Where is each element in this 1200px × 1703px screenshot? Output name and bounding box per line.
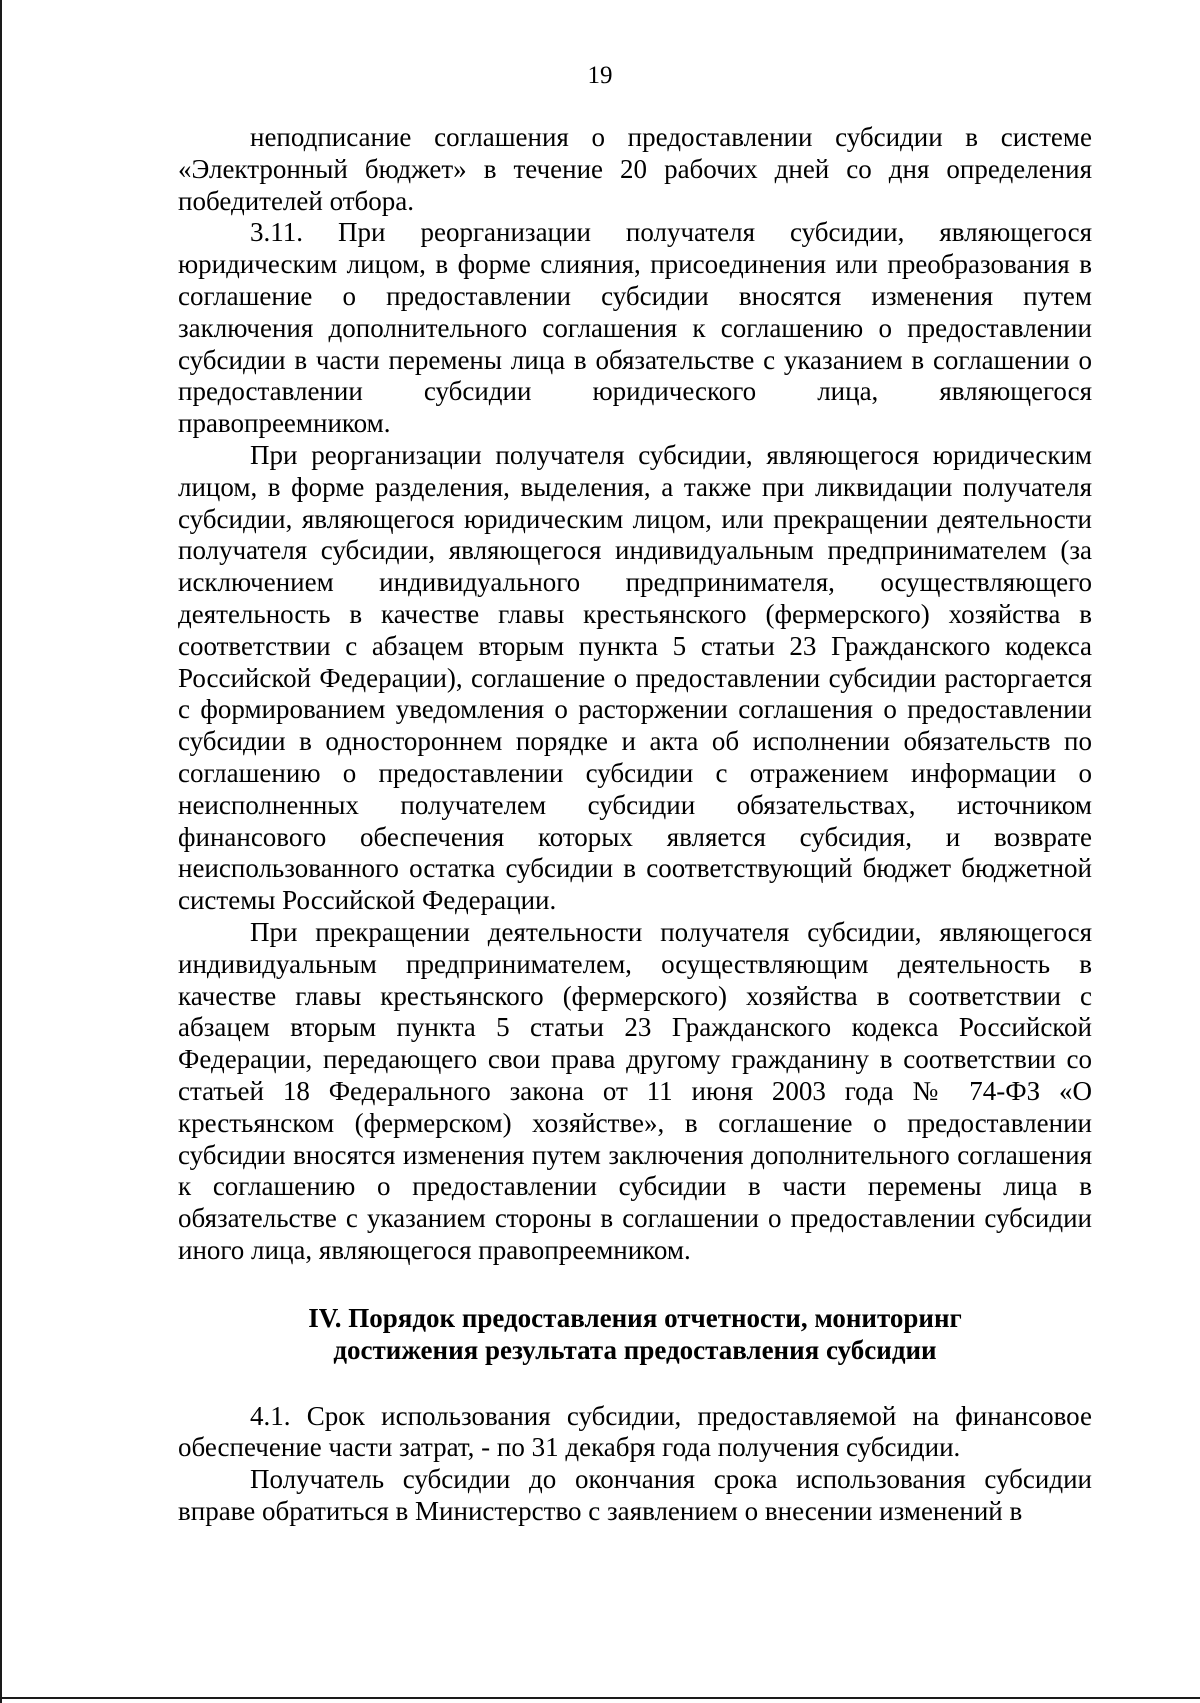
- paragraph: При реорганизации получателя субсидии, являющегося юридическим лицом, в форме разделения, выделения, а также при ликвидации получателя субсидии, являющегося юридическим лицом, или прекращении деятельности получателя субсидии, являющегося индивидуальным предпринимателем (за исключением индивидуального предпринимателя, осуществляющего деятельность в качестве главы крестьянского (фермерского) хозяйства в соответствии с абзацем вторым пункта 5 статьи 23 Гражданского кодекса Российской Федерации), соглашение о предоставлении субсидии расторгается с формированием уведомления о расторжении соглашения о предоставлении субсидии в одностороннем порядке и акта об исполнении обязательств по соглашению о предоставлении субсидии с отражением информации о неисполненных получателем субсидии обязательствах, источником финансового обеспечения которых является субсидия, и возврате неиспользованного остатка субсидии в соответствующий бюджет бюджетной системы Российской Федерации.: [178, 439, 1092, 916]
- paragraph: 4.1. Срок использования субсидии, предоставляемой на финансовое обеспечение части затрат, - по 31 декабря года получения субсидии.: [178, 1400, 1092, 1463]
- document-body: [178, 122, 1092, 1528]
- paragraph: 3.11. При реорганизации получателя субсидии, являющегося юридическим лицом, в форме слияния, присоединения или преобразования в соглашение о предоставлении субсидии вносятся изменения путем заключения дополнительного соглашения к соглашению о предоставлении субсидии в части перемены лица в обязательстве с указанием в соглашении о предоставлении субсидии юридического лица, являющегося правопреемником.: [178, 217, 1092, 439]
- page-number: 19: [587, 62, 613, 89]
- scan-edge-left: [0, 0, 2, 1703]
- paragraph: неподписание соглашения о предоставлении субсидии в системе «Электронный бюджет» в течение 20 рабочих дней со дня определения победителей отбора.: [178, 122, 1092, 216]
- paragraph: При прекращении деятельности получателя субсидии, являющегося индивидуальным предпринимателем, осуществляющим деятельность в качестве главы крестьянского (фермерского) хозяйства в соответствии с абзацем вторым пункта 5 статьи 23 Гражданского кодекса Российской Федерации, передающего свои права другому гражданину в соответствии со статьей 18 Федерального закона от 11 июня 2003 года № 74-ФЗ «О крестьянском (фермерском) хозяйстве», в соглашение о предоставлении субсидии вносятся изменения путем заключения дополнительного соглашения к соглашению о предоставлении субсидии в части перемены лица в обязательстве с указанием стороны в соглашении о предоставлении субсидии иного лица, являющегося правопреемником.: [178, 916, 1092, 1265]
- paragraph: Получатель субсидии до окончания срока использования субсидии вправе обратиться в Министерство с заявлением о внесении изменений в: [178, 1464, 1092, 1527]
- section-heading-line: IV. Порядок предоставления отчетности, мониторинг: [308, 1302, 962, 1333]
- section-heading-line: достижения результата предоставления субсидии: [333, 1334, 937, 1365]
- section-heading: [178, 1302, 1092, 1366]
- scan-edge-bottom: [0, 1697, 1200, 1699]
